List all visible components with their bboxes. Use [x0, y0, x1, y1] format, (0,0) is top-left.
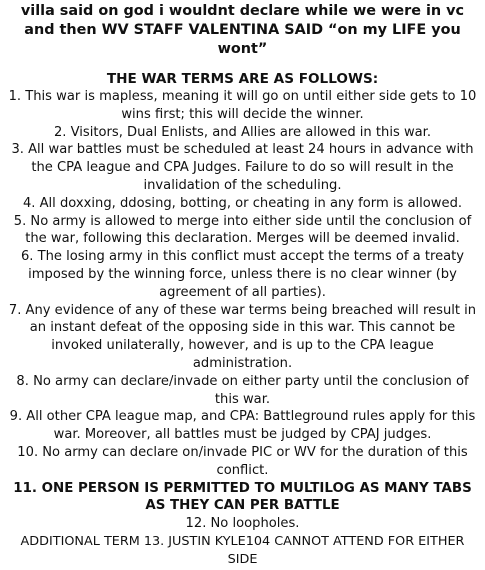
term-8: 8. No army can declare/invade on either party until the conclusion of this war. — [16, 373, 469, 407]
term-6: 6. The losing army in this conflict must accept the terms of a treaty imposed by the winning force, unless there is no clear winner (by agreement of all parties). — [20, 249, 465, 300]
term-10: 10. No army can declare on/invade PIC or WV for the duration of this conflict. — [17, 444, 468, 478]
term-4: 4. All doxxing, ddosing, botting, or cheating in any form is allowed. — [22, 195, 463, 211]
term-5: 5. No army is allowed to merge into either side until the conclusion of the war, following this declaration. Merges will be deemed invalid. — [13, 213, 472, 247]
war-terms-list — [4, 88, 481, 569]
term-12: 12. No loopholes. — [185, 516, 300, 532]
term-7: 7. Any evidence of any of these war terms being breached will result in an instant defeat of the opposing side in this war. This cannot be invoked unilaterally, however, and is up to the CPA league administration. — [8, 302, 477, 371]
intro-text: villa said on god i wouldnt declare while we were in vc and then WV STAFF VALENTINA SAID “on my LIFE you wont” — [20, 3, 465, 57]
term-9: 9. All other CPA league map, and CPA: Battleground rules apply for this war. Moreover, all battles must be judged by CPAJ judges. — [9, 409, 476, 443]
term-3: 3. All war battles must be scheduled at least 24 hours in advance with the CPA league and CPA Judges. Failure to do so will result in the invalidation of the scheduling. — [11, 142, 474, 193]
term-13-additional: ADDITIONAL TERM 13. JUSTIN KYLE104 CANNOT ATTEND FOR EITHER SIDE — [20, 533, 465, 567]
war-terms-heading: THE WAR TERMS ARE AS FOLLOWS: — [106, 71, 379, 87]
term-1: 1. This war is mapless, meaning it will go on until either side gets to 10 wins first; this will decide the winner. — [8, 89, 477, 122]
term-2: 2. Visitors, Dual Enlists, and Allies are allowed in this war. — [53, 124, 432, 140]
term-11: 11. ONE PERSON IS PERMITTED TO MULTILOG AS MANY TABS AS THEY CAN PER BATTLE — [13, 480, 472, 514]
